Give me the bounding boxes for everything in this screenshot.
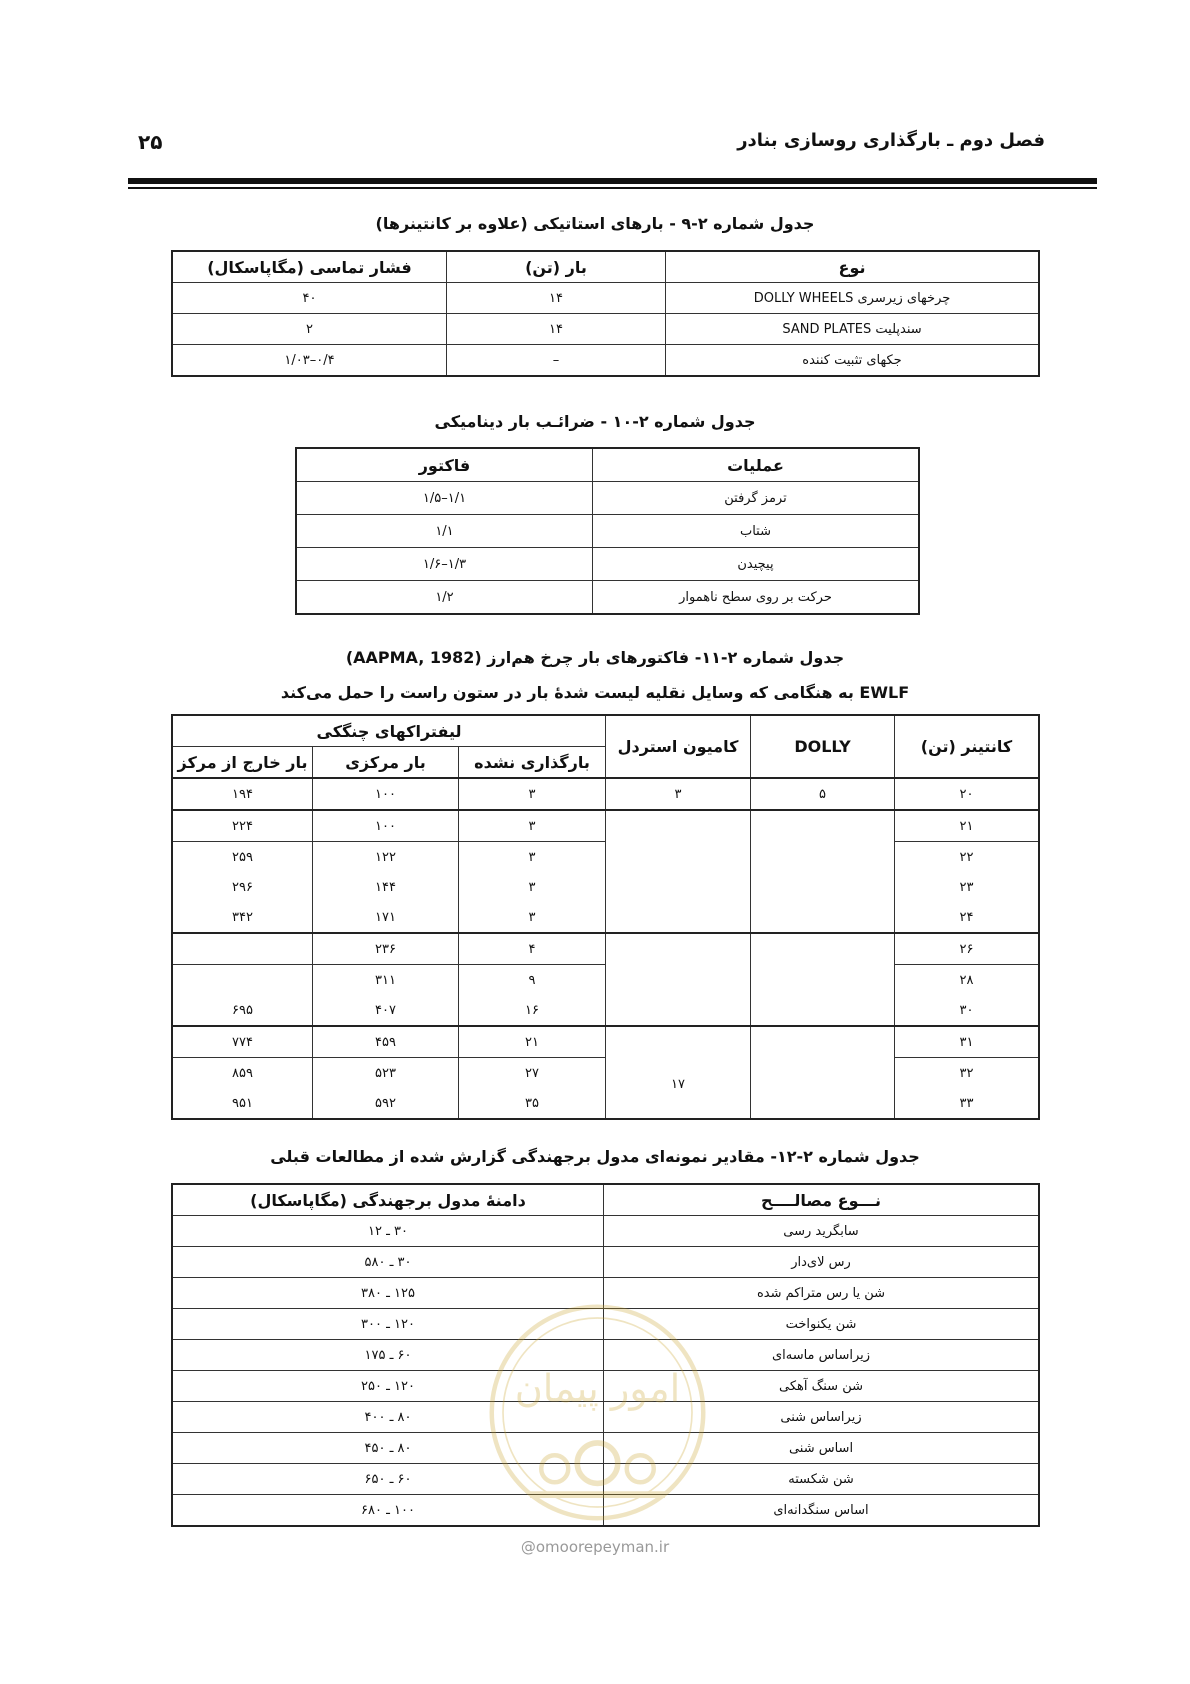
table4-caption: جدول شماره ۲-۱۲- مقادیر نمونه‌ای مدول برجهندگی گزارش شده از مطالعات قبلی [270,1147,920,1166]
table-cell: ۷۷۴ [172,1026,313,1058]
table-cell: شن یکنواخت [604,1309,1040,1340]
table-cell: ۱۶ [459,995,606,1026]
table-cell: ۱۰۰ [313,778,459,810]
table-cell: ۴۰۷ [313,995,459,1026]
table-cell: جکهای تثبیت کننده [666,345,1040,377]
table-cell: ۳ [459,810,606,842]
table-header-row [296,448,919,482]
table-cell: ۳۰ [895,995,1040,1026]
table-cell: ۱۰۰ [313,810,459,842]
table-cell: سابگرید رسی [604,1216,1040,1247]
table-cell: زیراساس شنی [604,1402,1040,1433]
table-cell: ۱۴ [447,314,666,345]
table-cell: ۲۳۶ [313,933,459,965]
table-cell: ۹۵۱ [172,1088,313,1119]
table-cell: ۲۲۴ [172,810,313,842]
table3-caption: جدول شماره ۲-۱۱- فاکتورهای بار چرخ هم‌ارز (AAPMA, 1982) [345,648,845,667]
table-cell: ۱/۲ [296,581,593,615]
table-cell: ۲۲ [895,842,1040,873]
table-cell: ۲۸ [895,965,1040,996]
table-cell: ۱۴ [447,283,666,314]
table-cell: ۳۱ [895,1026,1040,1058]
table-row [296,581,919,615]
table-row [172,1247,1039,1278]
chapter-title: فصل دوم ـ بارگذاری روسازی بنادر [737,130,1045,151]
column-header-dolly: DOLLY [751,715,895,778]
table-row [172,810,1039,842]
column-header-container: کانتینر (تن) [895,715,1040,778]
table-cell: ۲۹۶ [172,872,313,902]
table-cell: ۱/۱–۱/۵ [296,482,593,515]
table-cell: – [447,345,666,377]
table-cell: شن یا رس متراکم شده [604,1278,1040,1309]
table-cell: پیچیدن [593,548,920,581]
table-cell: ۳۵ [459,1088,606,1119]
column-header: عملیات [593,448,920,482]
table-cell [751,810,895,933]
column-header: دامنهٔ مدول برجهندگی (مگاپاسکال) [172,1184,604,1216]
table-cell: ۳ [606,778,751,810]
table-cell [172,965,313,996]
table-cell: سندپلیت SAND PLATES [666,314,1040,345]
table-cell: ۲۷ [459,1058,606,1089]
table-cell: ۲۵۹ [172,842,313,873]
table-row [172,778,1039,810]
table-cell [606,933,751,1026]
table-row [172,933,1039,965]
table-cell: ۶۰ ـ ۱۷۵ [172,1340,604,1371]
table-cell: چرخهای زیرسری DOLLY WHEELS [666,283,1040,314]
table-cell: اساس شنی [604,1433,1040,1464]
column-header-central: بار مرکزی [313,747,459,779]
table-row [172,314,1039,345]
table-cell: ۳۰ ـ ۱۲ [172,1216,604,1247]
table-cell: ۳ [459,778,606,810]
table-cell: ۲۳ [895,872,1040,902]
column-header-off-center: بار خارج از مرکز [172,747,313,779]
table-cell [751,1026,895,1119]
table-cell: ۵ [751,778,895,810]
table-cell [606,810,751,933]
table-cell: شتاب [593,515,920,548]
table-row [172,345,1039,377]
table-cell: ۳۴۲ [172,902,313,933]
table-cell: زیراساس ماسه‌ای [604,1340,1040,1371]
table-cell: ۶۰ ـ ۶۵۰ [172,1464,604,1495]
dynamic-load-factors-table [295,447,920,615]
table-cell: ۵۹۲ [313,1088,459,1119]
footer-website: @omoorepeyman.ir [520,1538,670,1556]
table-cell: حرکت بر روی سطح ناهموار [593,581,920,615]
header-rule-thin [128,187,1097,189]
table-cell: ۱۲۰ ـ ۳۰۰ [172,1309,604,1340]
table-header-row [172,715,1039,747]
table-cell: شن سنگ آهکی [604,1371,1040,1402]
table1-caption: جدول شماره ۲-۹ - بارهای استاتیکی (علاوه بر کانتینرها) [375,214,815,233]
table-cell: ۳ [459,872,606,902]
table-cell: ۱۲۲ [313,842,459,873]
column-header: فشار تماسی (مگاپاسکال) [172,251,447,283]
table2-caption: جدول شماره ۲-۱۰ - ضرائـب بار دینامیکی [434,412,756,431]
table-cell: اساس سنگدانه‌ای [604,1495,1040,1527]
table-cell: ۲ [172,314,447,345]
table-cell: ۱۴۴ [313,872,459,902]
table-cell: ۴۵۹ [313,1026,459,1058]
ewlf-table [171,714,1040,1120]
column-header-unloaded: بارگذاری نشده [459,747,606,779]
table-cell: ۲۱ [895,810,1040,842]
column-header: نـــوع مصالــــح [604,1184,1040,1216]
table-cell: ۲۱ [459,1026,606,1058]
table-cell: ۴۰ [172,283,447,314]
table-cell: ۲۴ [895,902,1040,933]
table-header-row [172,1184,1039,1216]
table-cell: ۲۰ [895,778,1040,810]
table-row [172,1216,1039,1247]
table-cell: شن شکسته [604,1464,1040,1495]
table-cell [751,933,895,1026]
table-row [296,548,919,581]
table-cell: ۱۹۴ [172,778,313,810]
table-row [296,482,919,515]
table-cell [172,933,313,965]
table-cell: ۱۰۰ ـ ۶۸۰ [172,1495,604,1527]
table3-subcaption: EWLF به هنگامی که وسایل نقلیه لیست شدهٔ بار در ستون راست را حمل می‌کند [280,683,910,702]
straddle-merged-cell: ۱۷ [606,1026,751,1119]
table-cell: ۸۵۹ [172,1058,313,1089]
table-cell: ۱/۳–۱/۶ [296,548,593,581]
table-cell: ۳ [459,842,606,873]
static-loads-table [171,250,1040,377]
header-rule-thick [128,178,1097,184]
table-row [172,283,1039,314]
watermark-text: امور پیمان [514,1366,681,1412]
table-row [296,515,919,548]
table-cell: ۵۲۳ [313,1058,459,1089]
column-header-straddle: کامیون استردل [606,715,751,778]
table-cell: ۱/۱ [296,515,593,548]
table-cell: ۸۰ ـ ۴۰۰ [172,1402,604,1433]
table-cell: ۱۷۱ [313,902,459,933]
page-number: ۲۵ [138,130,163,154]
column-header: نوع [666,251,1040,283]
table-cell: ۳۰ ـ ۵۸۰ [172,1247,604,1278]
table-cell: ۳۲ [895,1058,1040,1089]
table-cell: ۴ [459,933,606,965]
table-cell: ۳۱۱ [313,965,459,996]
table-header-row [172,251,1039,283]
column-header-forklift-group: لیفتراکهای چنگکی [172,715,606,747]
table-cell: ۳ [459,902,606,933]
table-cell: ۰/۴–۱/۰۳ [172,345,447,377]
table-cell: ۱۲۰ ـ ۲۵۰ [172,1371,604,1402]
table-cell: رس لای‌دار [604,1247,1040,1278]
column-header: بار (تن) [447,251,666,283]
table-cell: ۳۳ [895,1088,1040,1119]
watermark-logo [485,1300,710,1525]
table-cell: ۸۰ ـ ۴۵۰ [172,1433,604,1464]
table-cell: ۱۲۵ ـ ۳۸۰ [172,1278,604,1309]
column-header: فاکتور [296,448,593,482]
table-cell: ۶۹۵ [172,995,313,1026]
table-cell: ۹ [459,965,606,996]
table-row [172,1026,1039,1058]
table-cell: ترمز گرفتن [593,482,920,515]
table-cell: ۲۶ [895,933,1040,965]
